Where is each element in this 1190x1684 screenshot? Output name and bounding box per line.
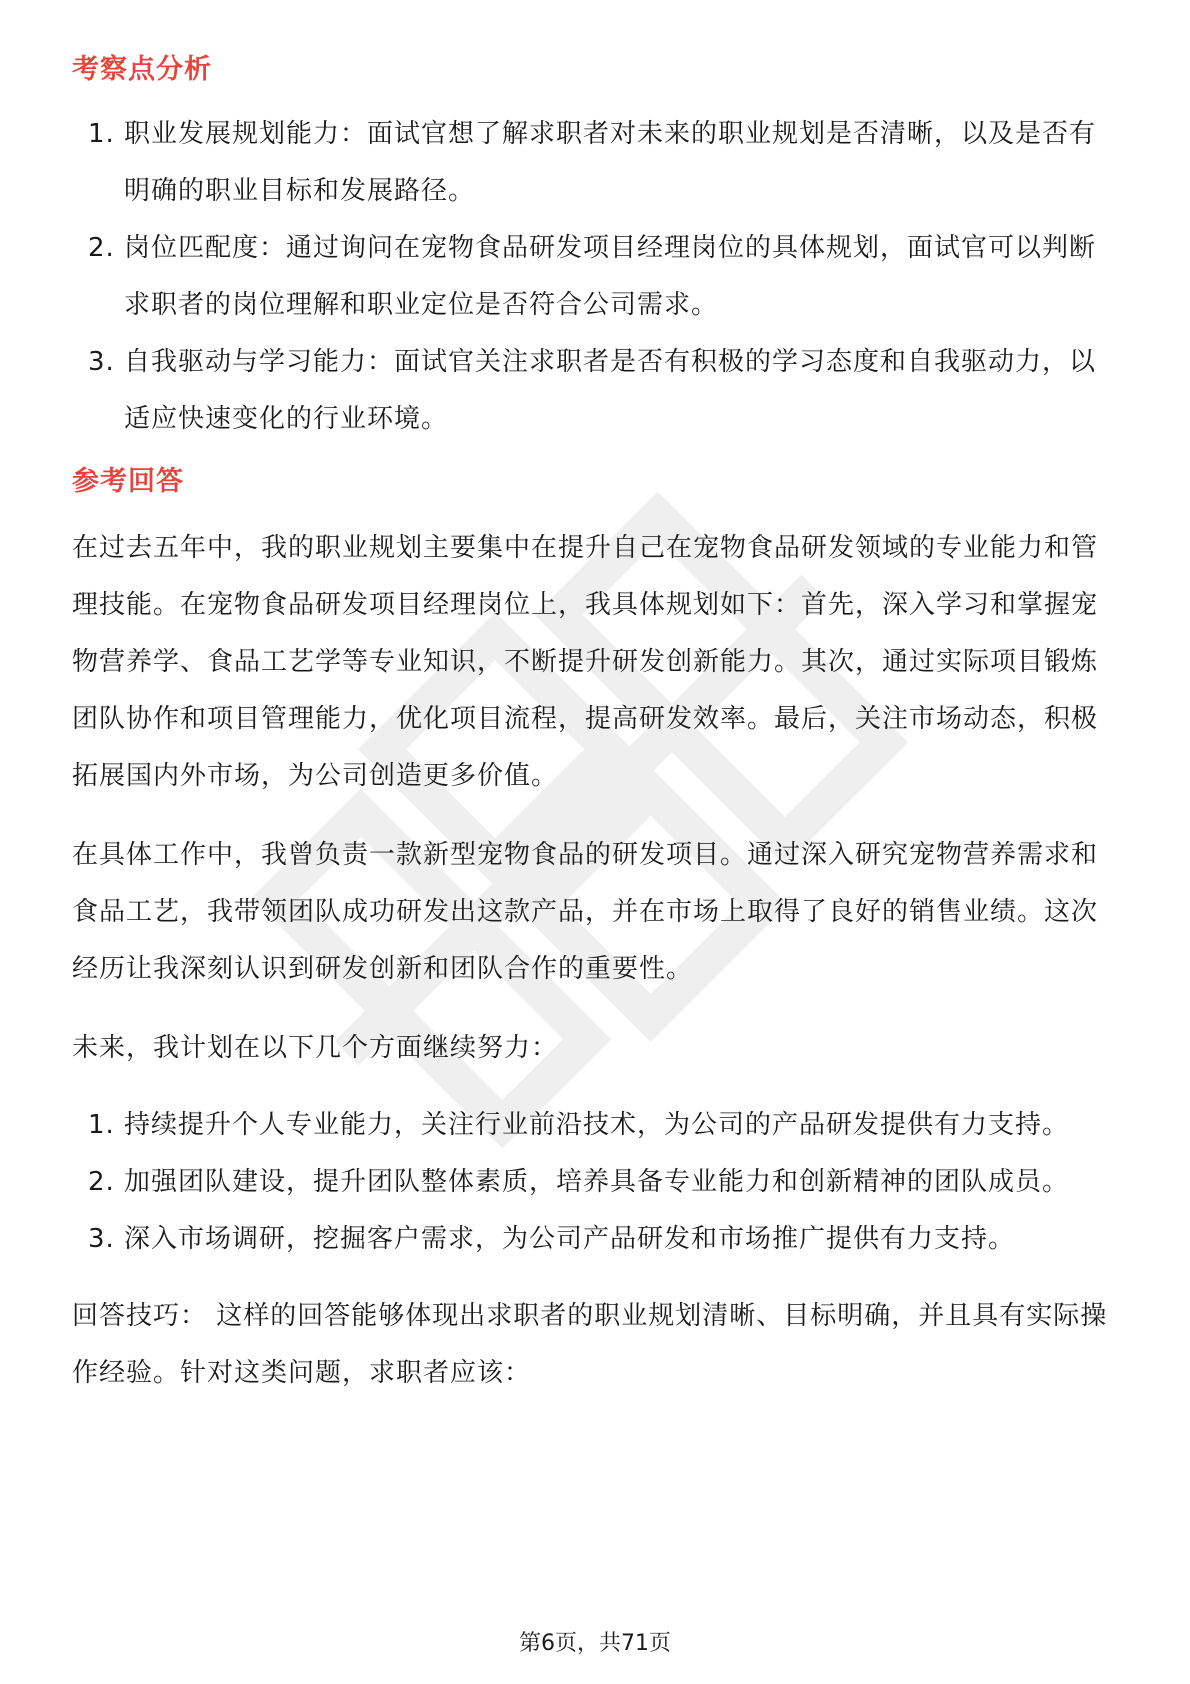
answer-paragraph: 在过去五年中，我的职业规划主要集中在提升自己在宠物食品研发领域的专业能力和管理技能。在宠物食品研发项目经理岗位上，我具体规划如下：首先，深入学习和掌握宠物营养学、食品工艺学等专业知识，不断提升研发创新能力。其次，通过实际项目锻炼团队协作和项目管理能力，优化项目流程，提高研发效率。最后，关注市场动态，积极拓展国内外市场，为公司创造更多价值。 <box>72 533 1099 791</box>
list-number: 1. <box>88 1110 115 1140</box>
answer-paragraph: 未来，我计划在以下几个方面继续努力： <box>72 1033 559 1063</box>
list-number: 2. <box>88 233 115 263</box>
answer-heading: 参考回答 <box>72 466 184 497</box>
list-text: 加强团队建设，提升团队整体素质，培养具备专业能力和创新精神的团队成员。 <box>124 1167 1070 1197</box>
analysis-heading: 考察点分析 <box>72 54 212 85</box>
page-footer: 第6页，共71页 <box>519 1631 671 1656</box>
analysis-list <box>72 106 1122 448</box>
list-item <box>72 106 1122 220</box>
list-item <box>72 1211 1122 1268</box>
list-number: 2. <box>88 1167 115 1197</box>
list-text: 自我驱动与学习能力：面试官关注求职者是否有积极的学习态度和自我驱动力，以适应快速变化的行业环境。 <box>124 347 1097 434</box>
list-number: 3. <box>88 347 115 377</box>
list-item <box>72 1097 1122 1154</box>
list-item <box>72 1154 1122 1211</box>
list-number: 1. <box>88 119 115 149</box>
list-number: 3. <box>88 1224 115 1254</box>
plan-list <box>72 1097 1122 1268</box>
list-item <box>72 220 1122 334</box>
list-text: 深入市场调研，挖掘客户需求，为公司产品研发和市场推广提供有力支持。 <box>124 1224 1016 1254</box>
list-item <box>72 334 1122 448</box>
list-text: 持续提升个人专业能力，关注行业前沿技术，为公司的产品研发提供有力支持。 <box>124 1110 1070 1140</box>
tips-paragraph: 回答技巧： 这样的回答能够体现出求职者的职业规划清晰、目标明确，并且具有实际操作经验。针对这类问题，求职者应该： <box>72 1301 1108 1388</box>
answer-paragraph: 在具体工作中，我曾负责一款新型宠物食品的研发项目。通过深入研究宠物营养需求和食品工艺，我带领团队成功研发出这款产品，并在市场上取得了良好的销售业绩。这次经历让我深刻认识到研发创新和团队合作的重要性。 <box>72 840 1099 984</box>
list-text: 职业发展规划能力：面试官想了解求职者对未来的职业规划是否清晰，以及是否有明确的职业目标和发展路径。 <box>124 119 1097 206</box>
main-content <box>72 44 1122 1402</box>
list-text: 岗位匹配度：通过询问在宠物食品研发项目经理岗位的具体规划，面试官可以判断求职者的岗位理解和职业定位是否符合公司需求。 <box>124 233 1097 320</box>
